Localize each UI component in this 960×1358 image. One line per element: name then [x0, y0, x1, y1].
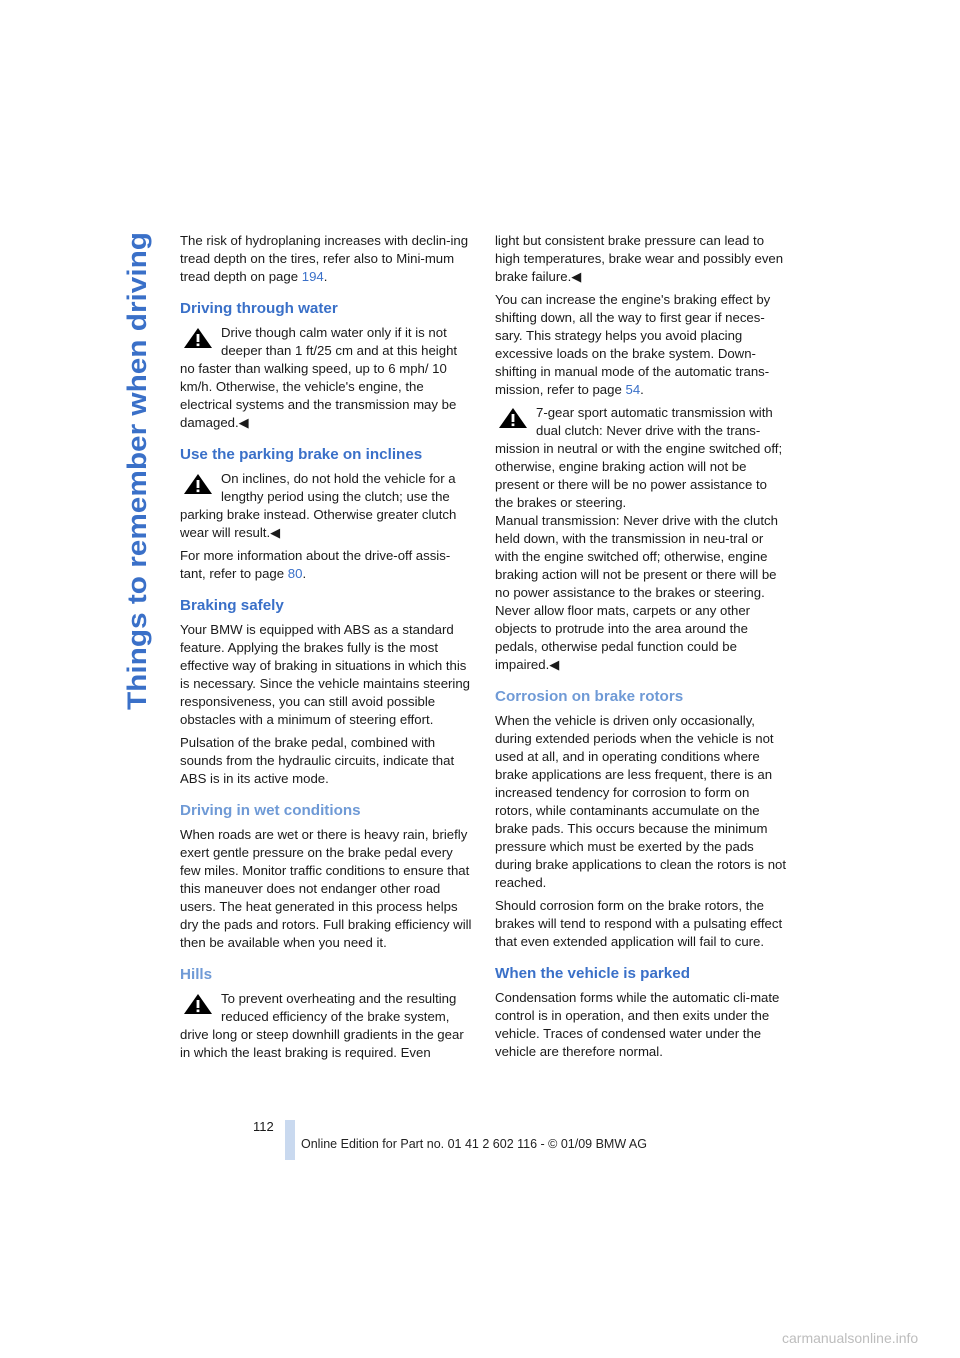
- page-link-80[interactable]: 80: [287, 566, 303, 581]
- page-link-194[interactable]: 194: [301, 269, 324, 284]
- abs-paragraph: Your BMW is equipped with ABS as a standard feature. Applying the brakes fully is the most effective way of braking in situations in which this is necessary. Since the vehicle maintains steering responsiveness, you can still avoid possible obstacles with a minimum of steering effort.: [180, 622, 471, 727]
- heading-parking-brake-inclines: Use the parking brake on inclines: [180, 446, 423, 463]
- heading-wet-conditions: Driving in wet conditions: [180, 802, 361, 819]
- heading-vehicle-parked: When the vehicle is parked: [495, 965, 690, 982]
- heading-driving-through-water: Driving through water: [180, 300, 338, 317]
- warning-water: Drive though calm water only if it is not deeper than 1 ft/25 cm and at this height no faster than walking speed, up to 6 mph/ 10 km/h. Otherwise, the vehicle's engine, the electrical systems and the transmission may be damaged.◀: [180, 325, 458, 430]
- parked-paragraph: Condensation forms while the automatic cli-mate control is in operation, and then exits under the vehicle. Traces of condensed water under the vehicle are therefore normal.: [495, 990, 780, 1059]
- warning-inclines: On inclines, do not hold the vehicle for a lengthy period using the clutch; use the parking brake instead. Otherwise greater clutch wear will result.◀: [180, 471, 457, 540]
- wet-conditions-paragraph: When roads are wet or there is heavy rain, briefly exert gentle pressure on the brake pedal every few miles. Monitor traffic conditions to ensure that this maneuver does not endanger other road users. The heat generated in this process helps dry the pads and rotors. Full braking efficiency will then be available when you need it.: [180, 827, 472, 950]
- corrosion-paragraph-2: Should corrosion form on the brake rotors, the brakes will tend to respond with a pulsating effect that even extended application will fail to cure.: [495, 898, 783, 949]
- heading-hills: Hills: [180, 966, 213, 983]
- warning-transmission: [495, 404, 787, 674]
- left-column: [180, 232, 472, 1067]
- heading-corrosion: Corrosion on brake rotors: [495, 688, 684, 705]
- warning-floor-mats-text: Never allow floor mats, carpets or any other objects to protrude into the area around the pedals, otherwise pedal function could be impaired.◀: [495, 603, 751, 672]
- watermark: carmanualsonline.info: [782, 1330, 919, 1346]
- warning-triangle-icon: [498, 407, 528, 429]
- pulsation-paragraph: Pulsation of the brake pedal, combined with sounds from the hydraulic circuits, indicate that ABS is in its active mode.: [180, 735, 455, 786]
- footer-edition-text: Online Edition for Part no. 01 41 2 602 116 - © 01/09 BMW AG: [301, 1137, 647, 1151]
- warning-dual-clutch-text: 7-gear sport automatic transmission with dual clutch: Never drive with the trans-mission in neutral or with the engine switched off; otherwise, engine braking action will not be present or there will be no power assistance to the brakes or steering.: [495, 405, 783, 510]
- warning-triangle-icon: [183, 327, 213, 349]
- warning-triangle-icon: [183, 993, 213, 1015]
- warning-manual-transmission-text: Manual transmission: Never drive with the clutch held down, with the transmission in neu-tral or with the engine switched off; otherwise, engine braking action will not be present or there will be no power assistance to the brakes or steering.: [495, 513, 778, 600]
- warning-triangle-icon: [183, 473, 213, 495]
- hydroplaning-paragraph: The risk of hydroplaning increases with declin-ing tread depth on the tires, refer also to Mini-mum tread depth on page 194.: [180, 233, 469, 284]
- corrosion-paragraph-1: When the vehicle is driven only occasionally, during extended periods when the vehicle is not used at all, and in operating conditions where brake applications are less frequent, there is an increased tendency for corrosion to form on rotors, while contaminants accumulate on the brake pads. This occurs because the minimum pressure which must be exerted by the pads during brake applications to clean the rotors is not reached.: [495, 713, 787, 890]
- page-link-54[interactable]: 54: [625, 382, 641, 397]
- side-chapter-title: [112, 232, 156, 712]
- engine-braking-paragraph: You can increase the engine's braking effect by shifting down, all the way to first gear if neces-sary. This strategy helps you avoid placing excessive loads on the brake system. Down-shifting in manual mode of the automatic trans-mission, refer to page 54.: [495, 292, 771, 397]
- page-number: 112: [253, 1119, 274, 1134]
- drive-off-assistant-paragraph: For more information about the drive-off assis-tant, refer to page 80.: [180, 548, 451, 581]
- right-column: [495, 232, 787, 1066]
- heading-braking-safely: Braking safely: [180, 597, 284, 614]
- side-chapter-title-text: Things to remember when driving: [122, 276, 152, 710]
- footer-accent-bar: [285, 1120, 295, 1160]
- brake-pressure-continuation: light but consistent brake pressure can lead to high temperatures, brake wear and possibly even brake failure.◀: [495, 233, 784, 284]
- warning-hills: To prevent overheating and the resulting reduced efficiency of the brake system, drive long or steep downhill gradients in the gear in which the least braking is required. Even: [180, 991, 464, 1060]
